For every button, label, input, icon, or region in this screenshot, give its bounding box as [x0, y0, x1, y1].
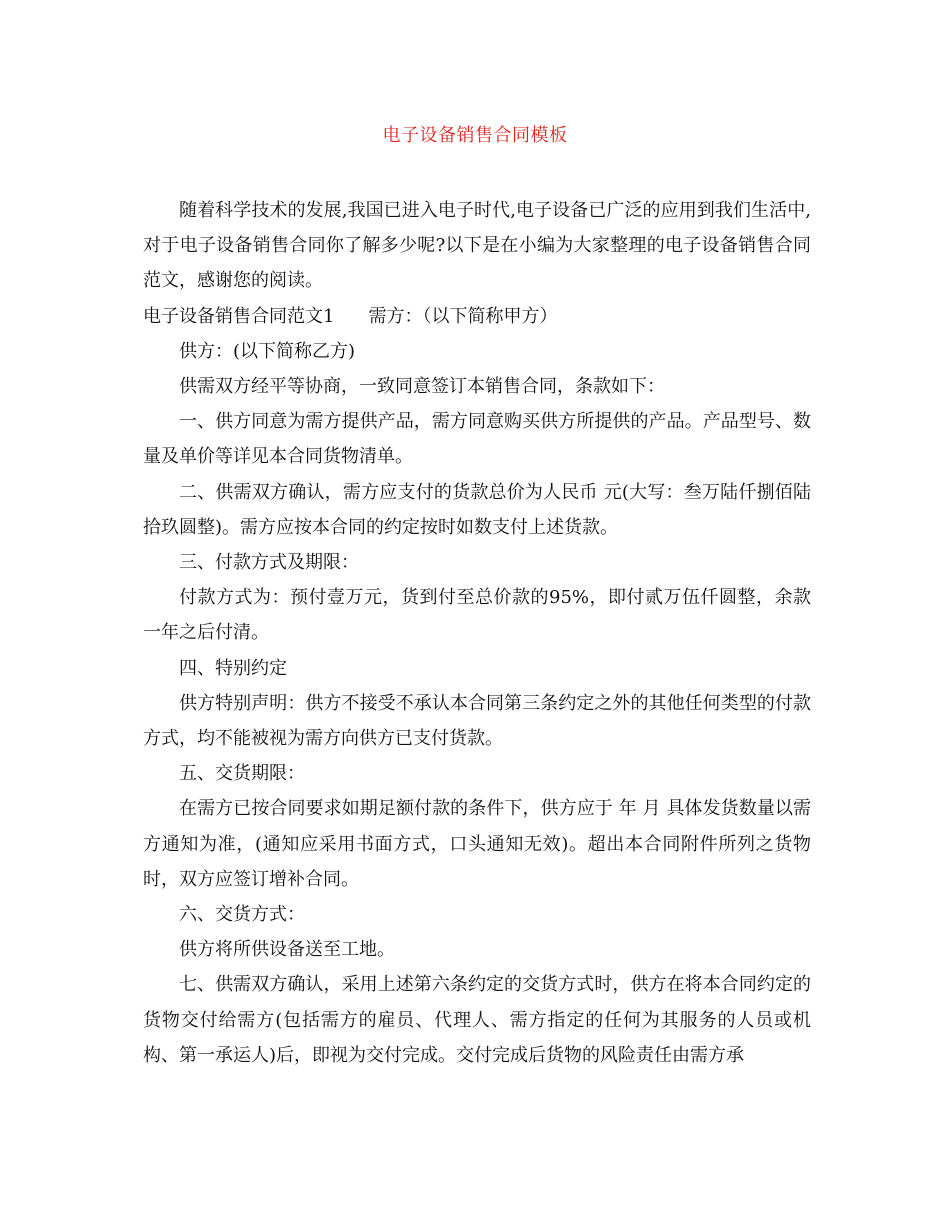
sample-heading: 电子设备销售合同范文1: [143, 305, 335, 327]
clause-3-heading: 三、付款方式及期限：: [179, 552, 359, 574]
clause-5-body: 在需方已按合同要求如期足额付款的条件下，供方应于 年 月 具体发货数量以需方通知为准，(通知应采用书面方式，口头通知无效)。超出本合同附件所列之货物时，双方应签订增补合同。: [143, 798, 811, 890]
agreement-paragraph: 供需双方经平等协商，一致同意签订本销售合同，条款如下：: [179, 376, 665, 398]
clause-4-heading: 四、特别约定: [179, 657, 287, 679]
clause-6-body: 供方将所供设备送至工地。: [179, 939, 395, 961]
clause-7: 七、供需双方确认，采用上述第六条约定的交货方式时，供方在将本合同约定的货物交付给需方(包括需方的雇员、代理人、需方指定的任何为其服务的人员或机构、第一承运人)后，即视为交付完成。交付完成后货物的风险责任由需方承: [143, 974, 811, 1066]
document-title: 电子设备销售合同模板: [382, 125, 568, 146]
document-body: [143, 193, 811, 1073]
clause-4-body: 供方特别声明：供方不接受不承认本合同第三条约定之外的其他任何类型的付款方式，均不能被视为需方向供方已支付货款。: [143, 692, 811, 750]
supplier-line: 供方：(以下简称乙方): [179, 340, 356, 362]
clause-3-body: 付款方式为：预付壹万元，货到付至总价款的95%，即付贰万伍仟圆整，余款一年之后付清。: [143, 587, 811, 644]
clause-6-heading: 六、交货方式：: [179, 904, 305, 926]
clause-5-heading: 五、交货期限：: [179, 763, 305, 785]
intro-paragraph: 随着科学技术的发展,我国已进入电子时代,电子设备已广泛的应用到我们生活中,对于电子设备销售合同你了解多少呢?以下是在小编为大家整理的电子设备销售合同范文，感谢您的阅读。: [143, 200, 811, 292]
clause-2: 二、供需双方确认，需方应支付的货款总价为人民币 元(大写：叁万陆仟捌佰陆拾玖圆整)。需方应按本合同的约定按时如数支付上述货款。: [143, 481, 811, 538]
sample-heading-line: [143, 299, 811, 334]
buyer-line: 需方：（以下简称甲方）: [368, 305, 558, 327]
clause-1: 一、供方同意为需方提供产品，需方同意购买供方所提供的产品。产品型号、数量及单价等详见本合同货物清单。: [143, 411, 811, 468]
